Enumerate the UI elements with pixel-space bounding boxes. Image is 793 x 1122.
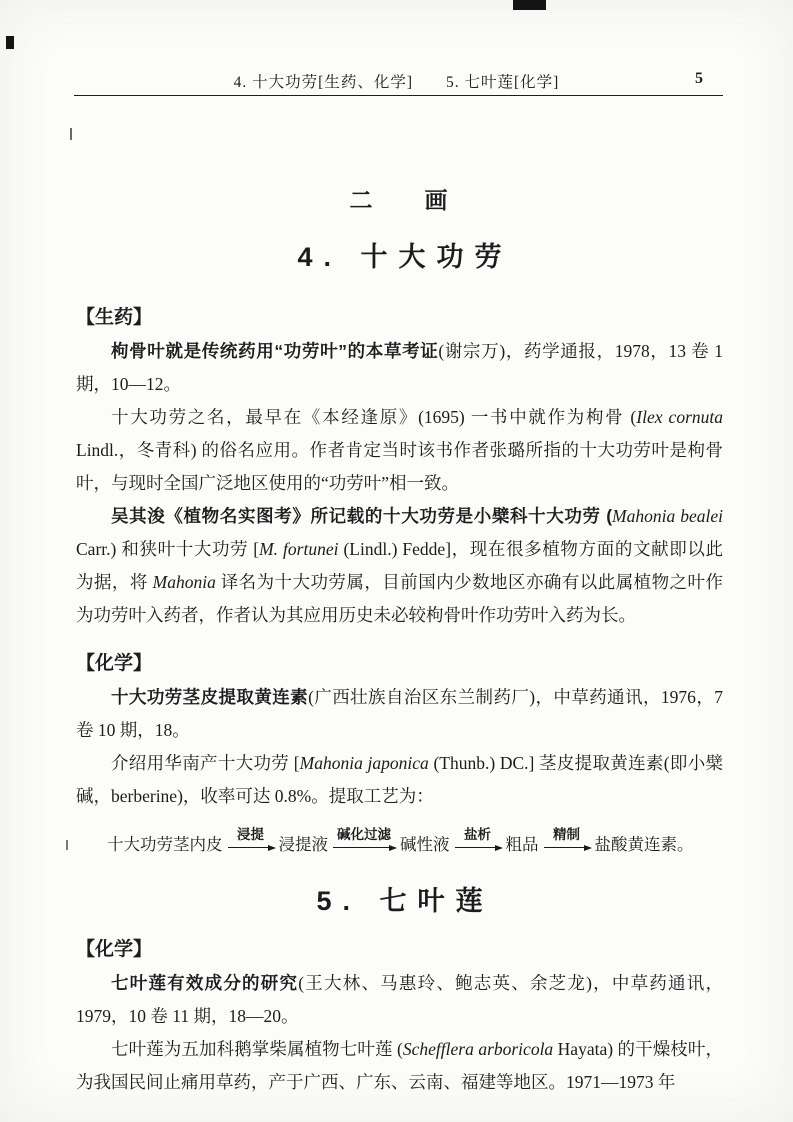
flow-result-term: 粗品 xyxy=(505,834,539,854)
flow-step xyxy=(228,827,274,848)
extraction-process-flow xyxy=(104,827,723,855)
running-title: 4. 十大功劳[生药、化学] 5. 七叶莲[化学] xyxy=(233,74,560,91)
header-rule xyxy=(74,95,723,96)
entry-title-shidagonglao: 4. 十大功劳 xyxy=(297,242,513,272)
arrow-right-icon xyxy=(333,843,395,848)
category-label-huaxue: 【化学】 xyxy=(76,938,153,960)
flow-result-term: 浸提液 xyxy=(278,834,328,854)
paragraph: 七叶莲为五加科鹅掌柴属植物七叶莲 (Schefflera arboricola Hayata) 的干燥枝叶，为我国民间止痛用草药，产于广西、广东、云南、福建等地区。1971—1973 年 xyxy=(76,1038,724,1092)
scan-artifact xyxy=(6,36,14,49)
arrow-right-icon xyxy=(455,843,501,848)
flow-step xyxy=(333,827,395,848)
running-header xyxy=(76,70,717,92)
flow-step-label: 精制 xyxy=(553,827,580,842)
scan-artifact xyxy=(70,128,72,140)
paragraph: 十大功劳茎皮提取黄连素(广西壮族自治区东兰制药厂)，中草药通讯，1976，7 卷 10 期，18。 xyxy=(76,687,724,740)
paragraph: 十大功劳之名，最早在《本经逢原》(1695) 一书中就作为枸骨 (Ilex cornuta Lindl.，冬青科) 的俗名应用。作者肯定当时该书作者张璐所指的十大功劳叶是枸骨叶，与现时全国广泛地区使用的“功劳叶”相一致。 xyxy=(76,407,723,493)
stroke-section-heading: 二 画 xyxy=(349,187,450,213)
flow-step xyxy=(544,827,590,848)
paragraph: 七叶莲有效成分的研究(王大林、马惠玲、鲍志英、余芝龙)，中草药通讯，1979，10 卷 11 期，18—20。 xyxy=(76,972,724,1026)
entry-title-qiyelian: 5. 七叶莲 xyxy=(316,885,494,916)
page-number: 5 xyxy=(695,70,703,87)
scan-artifact xyxy=(513,0,546,10)
paragraph: 枸骨叶就是传统药用“功劳叶”的本草考证(谢宗万)，药学通报，1978，13 卷 1 期，10—12。 xyxy=(76,341,724,394)
paragraph: 介绍用华南产十大功劳 [Mahonia japonica (Thunb.) DC.] 茎皮提取黄连素(即小檗碱，berberine)，收率可达 0.8%。提取工艺为： xyxy=(76,753,724,806)
paragraph: 吴其浚《植物名实图考》所记载的十大功劳是小檗科十大功劳 (Mahonia bealei Carr.) 和狭叶十大功劳 [M. fortunei (Lindl.) Fedde]，现在很多植物方面的文献即以此为据，将 Mahonia 译名为十大功劳属，目前国内少数地区亦确有以此属植物之叶作为功劳叶入药者，作者认为其应用历史未必较枸骨叶作功劳叶入药为长。 xyxy=(76,506,723,625)
page-content xyxy=(76,148,723,1099)
flow-step-label: 碱化过滤 xyxy=(337,827,391,842)
arrow-right-icon xyxy=(228,843,274,848)
flow-step-label: 盐析 xyxy=(464,827,491,842)
category-label-shengyao: 【生药】 xyxy=(76,307,153,328)
flow-result-term: 盐酸黄连素。 xyxy=(594,834,694,854)
flow-result-term: 碱性液 xyxy=(400,834,450,854)
arrow-right-icon xyxy=(544,843,590,848)
scan-artifact xyxy=(66,840,68,850)
flow-start-term: 十大功劳茎内皮 xyxy=(107,834,223,854)
flow-step-label: 浸提 xyxy=(237,827,264,842)
flow-step xyxy=(455,827,501,848)
category-label-huaxue: 【化学】 xyxy=(76,653,153,674)
